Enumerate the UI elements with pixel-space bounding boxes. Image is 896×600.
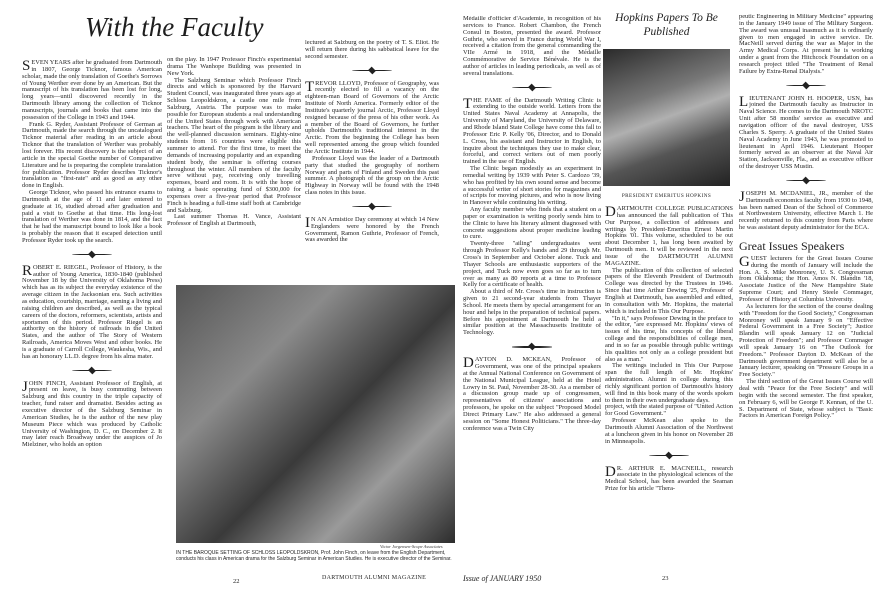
hopkins-article-title: Hopkins Papers To Be Published bbox=[615, 12, 718, 38]
page-number-right: 23 bbox=[662, 575, 669, 582]
paragraph: George Ticknor, who passed his entrance exams to Dartmouth at the age of 11 and later entered to graduate at 16, studied abroad after graduation and paid a visit to Goethe at that time. His long-lost translation of Werther was done in 1814, and the fact that he had the manuscript bound to look like a book is probably the reason that it escaped detection until Professor Ryder took up the search. bbox=[22, 189, 162, 244]
article-lead-paragraph: THE FAME of the Dartmouth Writing Clinic is extending to the outside world. Letters from the United States Naval Academy at Annapolis, the University of Maryland, the University of Delaware, and Rhode Island State College have come this fall to Professor Eric P. Kelly '06, Director, and to Donald L. Cross, his assistant and Instructor in English, to inquire about the techniques they use to make clear, forceful, and correct writers out of men poorly trained in the use of English. bbox=[463, 95, 601, 166]
article-lead-paragraph: ROBERT E. RIEGEL, Professor of History, is the author of Young America, 1830-1840 (published November 18 by the University of Oklahoma Press) which has as its subject the everyday existence of the average citizen in the Jacksonian era. Such activities as education, courtship, marriage, earning a living and raising children are described, as well as the typical careers of the doctors, reformers, scientists, artists and sportsmen of this period. Professor Riegel is an authority on the history of railroads in the United States, and the author of The Story of Western Railroads, America Moves West and other books. He is a graduate of Carroll College, Waukesha, Wis., and has an honorary LL.D. degree from his alma mater. bbox=[22, 262, 162, 360]
issue-date-footer: Issue of JANUARY 1950 bbox=[463, 574, 542, 583]
column-2 bbox=[167, 57, 301, 279]
hopkins-photo-caption: PRESIDENT EMERITUS HOPKINS bbox=[621, 193, 712, 199]
paragraph: Any faculty member who finds that a student on a paper or examination is writing poorly sends him to the Clinic to have his literary ailment diagnosed with concrete suggestions about proper medicine leading to cure. bbox=[463, 206, 601, 241]
paragraph: project, with the stated purpose of "United Action for Good Government." bbox=[605, 403, 733, 418]
paragraph: Professor Lloyd was the leader of a Dartmouth party that studied the geography of northern Norway and parts of Finland and Sweden this past summer. A photograph of the group on the Arctic Highway in Norway will be found with the 1948 class notes in this issue. bbox=[305, 154, 439, 197]
article-lead-paragraph: JOHN FINCH, Assistant Professor of English, at present on leave, is busy commuting between Salzburg and this country in the triple capacity of teacher, fund raiser and dramatist. Besides acting as executive director of the Salzburg Seminar in American Studies, he is the author of the new play Museum Piece which was produced by Catholic University of Washington, D. C., on December 2. It may later reach Broadway under the auspices of Jo Mielziner, who holds an option bbox=[22, 378, 162, 449]
hopkins-portrait-photo bbox=[603, 49, 730, 186]
column-6 bbox=[739, 14, 873, 561]
ornament-divider-icon bbox=[739, 79, 873, 93]
page-number-left: 22 bbox=[233, 578, 240, 585]
section-heading: Great Issues Speakers bbox=[739, 238, 845, 253]
ornament-divider-icon bbox=[739, 174, 873, 188]
paragraph: on the play. In 1947 Professor Finch's experimental drama The Wanhope Building was presented in New York. bbox=[167, 57, 301, 77]
paragraph: peutic Engineering in Military Medicine" appearing in the January 1949 issue of The Military Surgeon. The award was unusual inasmuch as it is ordinarily given to men engaged in active service. Dr. MacNeill served during the war as Major in the Army Medical Corps. At present he is working under a grant from the Hitchcock Foundation on a research project titled "The Treatment of Renal Failure by Extra-Renal Dialysis." bbox=[739, 14, 873, 75]
article-lead-paragraph: LIEUTENANT JOHN H. HOOPER, USN, has joined the Dartmouth faculty as Instructor in Naval Science. He comes to the Dartmouth NROTC Unit after 58 months' service as executive and navigation officer of the naval destroyer, USS Charles S. Sperry. A graduate of the United States Naval Academy in June 1943, he was promoted to lieutenant in April 1946. Lieutenant Hooper formerly served as an observer at the Naval Air Station, Jacksonville, Fla., and as executive officer of the destroyer USS Mustin. bbox=[739, 93, 873, 171]
column-5 bbox=[605, 203, 733, 561]
paragraph: Médaille d'officier d'Academie, in recognition of his services to France. Robert Chambon, the French Consul in Boston, presented the award. Professor Guthrie, who served in France during World War I, received a citation from the general commanding the VIIe Armé in 1918, and the Médaille Commémorative de Service Bénévale. He is the author of articles in leading periodicals, as well as of several translations. bbox=[463, 16, 601, 77]
ornament-divider-icon bbox=[305, 200, 439, 214]
article-lead-paragraph: SEVEN YEARS after he graduated from Dartmouth in 1807, George Ticknor, famous American scholar, made the only translation of Goethe's Sorrows of Young Werther ever done by an American. But the manuscript of his translation has been lost for long, long years—until discovered recently in the Dartmouth library among the collection of Ticknor manuscripts, journals and books that came into the possession of the College in 1943 and 1944. bbox=[22, 58, 162, 121]
paragraph: The Salzburg Seminar which Professor Finch directs and which is sponsored by the Harvard Student Council, was inaugurated three years ago at Schloss Leopoldskron, a castle one mile from Salzburg, Austria. The purpose was to make possible for European students a real understanding of the United States through work with American teachers. The heart of the program is the library and the well-planned discussion seminars. Eighty-nine students from 16 countries were eligible this summer to attend. For the first time, to meet the demands of increasing popularity and an expanding student body, the seminar is offering courses throughout the winter. All members of the faculty serve without pay, receiving only travelling expenses, board and room. It is with the hope of raising a basic operating fund of $300,000 for expenses over a five-year period that Professor Finch is heading a full-time staff both at Cambridge and Salzburg. bbox=[167, 76, 301, 214]
column-1 bbox=[22, 57, 162, 557]
ornament-divider-icon bbox=[463, 340, 601, 354]
article-lead-paragraph: DR. ARTHUR E. MACNEILL, research associate in the physiological sciences of the Medical School, has been awarded the Seaman Prize for his article "Thera- bbox=[605, 463, 733, 493]
article-lead-paragraph: TREVOR LLOYD, Professor of Geography, was recently elected to fill a vacancy on the eighteen-man Board of Governors of the Arctic Institute of North America. Formerly editor of the Institute's quarterly journal Arctic, Professor Lloyd resigned because of the press of his other work. As a member of the Board of Governors, he further upholds Dartmouth's traditional interest in the Arctic. From the beginning the College has been well represented among the group which founded the Arctic Institute in 1944. bbox=[305, 78, 439, 155]
paragraph: Last summer Thomas H. Vance, Assistant Professor of English at Dartmouth, bbox=[167, 213, 301, 228]
article-lead-paragraph: DARTMOUTH COLLEGE PUBLICATIONS has announced the fall publication of This Our Purpose, a collection of addresses and writings by President-Emeritus Ernest Martin Hopkins '01. This volume, scheduled to be out about December 1, has long been awaited by Dartmouth men. It will be reviewed in the next issue of the DARTMOUTH ALUMNI MAGAZINE. bbox=[605, 204, 733, 267]
ornament-divider-icon bbox=[22, 364, 162, 378]
paragraph: The writings included in This Our Purpose span the full length of Mr. Hopkins' administration. Alumni in college during this richly significant portion of Dartmouth's history will find in this book many of the words spoken to them in their own undergraduate days. bbox=[605, 362, 733, 404]
seminar-class-photo bbox=[176, 285, 455, 543]
paragraph: About a third of Mr. Cross's time in instruction is given to 21 second-year students from Thayer School. He meets them by special arrangement for an hour and helps in the preparation of technical papers. Before his appointment at Dartmouth he held a similar position at the Massachusetts Institute of Technology. bbox=[463, 288, 601, 337]
ornament-divider-icon bbox=[605, 449, 733, 463]
paragraph: The Clinic began modestly as an experiment in remedial writing by 1939 with Peter S. Cardozo '39, who has profited by his own sound sense and become a successful writer of short stories for magazines and of scripts for moving pictures, and who is now living in Hanover while continuing his writing. bbox=[463, 165, 601, 207]
magazine-name-footer: DARTMOUTH ALUMNI MAGAZINE bbox=[322, 575, 427, 581]
ornament-divider-icon bbox=[463, 81, 601, 95]
paragraph: "In it," says Professor Dewing in the preface to the editor, "are expressed Mr. Hopkins' views of issues of his time, his concepts of the liberal college and the responsibilities of college men, and in so far as possible through public writings his qualities not only as a college president but also as a man." bbox=[605, 314, 733, 363]
article-lead-paragraph: GUEST lecturers for the Great Issues Course during the month of January will include the Hon. A. S. Mike Monroney, U. S. Congressman from Oklahoma; the Hon. Amos N. Blandin '18, Associate Justice of the New Hampshire State Supreme Court; and Henry Steele Commager, Professor of History at Columbia University. bbox=[739, 253, 873, 303]
article-lead-paragraph: DAYTON D. MCKEAN, Professor of Government, was one of the principal speakers at the Annual National Conference on Government of the National Municipal League, held at the Hotel Lowry in St. Paul, November 28-30. As a member of a discussion group made up of congressmen, representatives of citizens' associations and professors, he spoke on the subject "Proposed Model Direct Primary Law." He also addressed a general session on "Some Honest Politicians." The three-day conference was a Twin City bbox=[463, 355, 601, 432]
paragraph: Frank G. Ryder, Assistant Professor of German at Dartmouth, made the search through the uncatalogued Ticknor material after reading in an article about Ticknor that the translation of Werther was probably lost forever. His recent discovery is the subject of an article in the special Goethe number of Comparative Literature and he is preparing the complete translation for publication. Professor Ryder describes Ticknor's translation as "first-rate" and as good as any other done in English. bbox=[22, 120, 162, 190]
paragraph: lectured at Salzburg on the poetry of T. S. Eliot. He will return there during his sabbatical leave for the second semester. bbox=[305, 40, 439, 60]
photo-credit: Victor Jorgensen-Scope Associates bbox=[380, 544, 443, 549]
article-lead-paragraph: JOSEPH M. MCDANIEL, JR., member of the Dartmouth economics faculty from 1930 to 1948, has been named Dean of the School of Commerce at Northwestern University, effective March 1. He recently returned to this country from Paris where he was assistant deputy administrator for the ECA. bbox=[739, 188, 873, 232]
column-3 bbox=[305, 40, 439, 279]
ornament-divider-icon bbox=[22, 248, 162, 262]
column-4 bbox=[463, 16, 601, 561]
paragraph: The publication of this collection of selected papers of the Eleventh President of Dartmouth College was directed by the Trustees in 1946. Since that time Arthur Dewing '25, Professor of English at Dartmouth, has assembled and edited, in consultation with Mr. Hopkins, the material which is included in This Our Purpose. bbox=[605, 266, 733, 315]
article-title: With the Faculty bbox=[85, 12, 264, 42]
ornament-divider-icon bbox=[305, 64, 439, 78]
article-lead-paragraph: IN AN Armistice Day ceremony at which 14 New Englanders were honored by the French Government, Ramon Guthrie, Professor of French, was awarded the bbox=[305, 214, 439, 244]
paragraph: As lecturers for the section of the course dealing with "Freedom for the Good Society," Congressman Monroney will speak January 9 on "Effective Federal Government in a Free Society"; Justice Blandin will speak January 12 on "Judicial Protection of Freedom"; and Professor Commager will speak January 16 on "The Outlook for Freedom." Professor Dayton D. McKean of the Dartmouth government department will also be a January lecturer, speaking on "Pressure Groups in a Free Society." bbox=[739, 302, 873, 379]
paragraph: The third section of the Great Issues Course will deal with "Peace for the Free Society" and will begin with the second semester. The first speaker, on February 6, will be George F. Kennan, of the U. S. Department of State, whose subject is "Basic Factors in American Foreign Policy." bbox=[739, 378, 873, 420]
photo-caption: IN THE BAROQUE SETTING OF SCHLOSS LEOPOLDSKRON, Prof. John Finch, on leave from the English Department, conducts his class in American drama for the Salzburg Seminar in American Studies. He is executive director of the Seminar. bbox=[176, 550, 452, 562]
paragraph: Professor McKean also spoke to the Dartmouth Alumni Association of the Northwest at a luncheon given in his honor on November 28 in Minneapolis. bbox=[605, 417, 733, 445]
paragraph: Twenty-three "ailing" undergraduates went through Professor Kelly's hands and 29 through Mr. Cross's in September and October alone. Tuck and Thayer Schools are enthusiastic supporters of the project, and Tuck now even goes so far as to turn over as many as 80 reports at a time to Professor Kelly for a certificate of health. bbox=[463, 240, 601, 289]
